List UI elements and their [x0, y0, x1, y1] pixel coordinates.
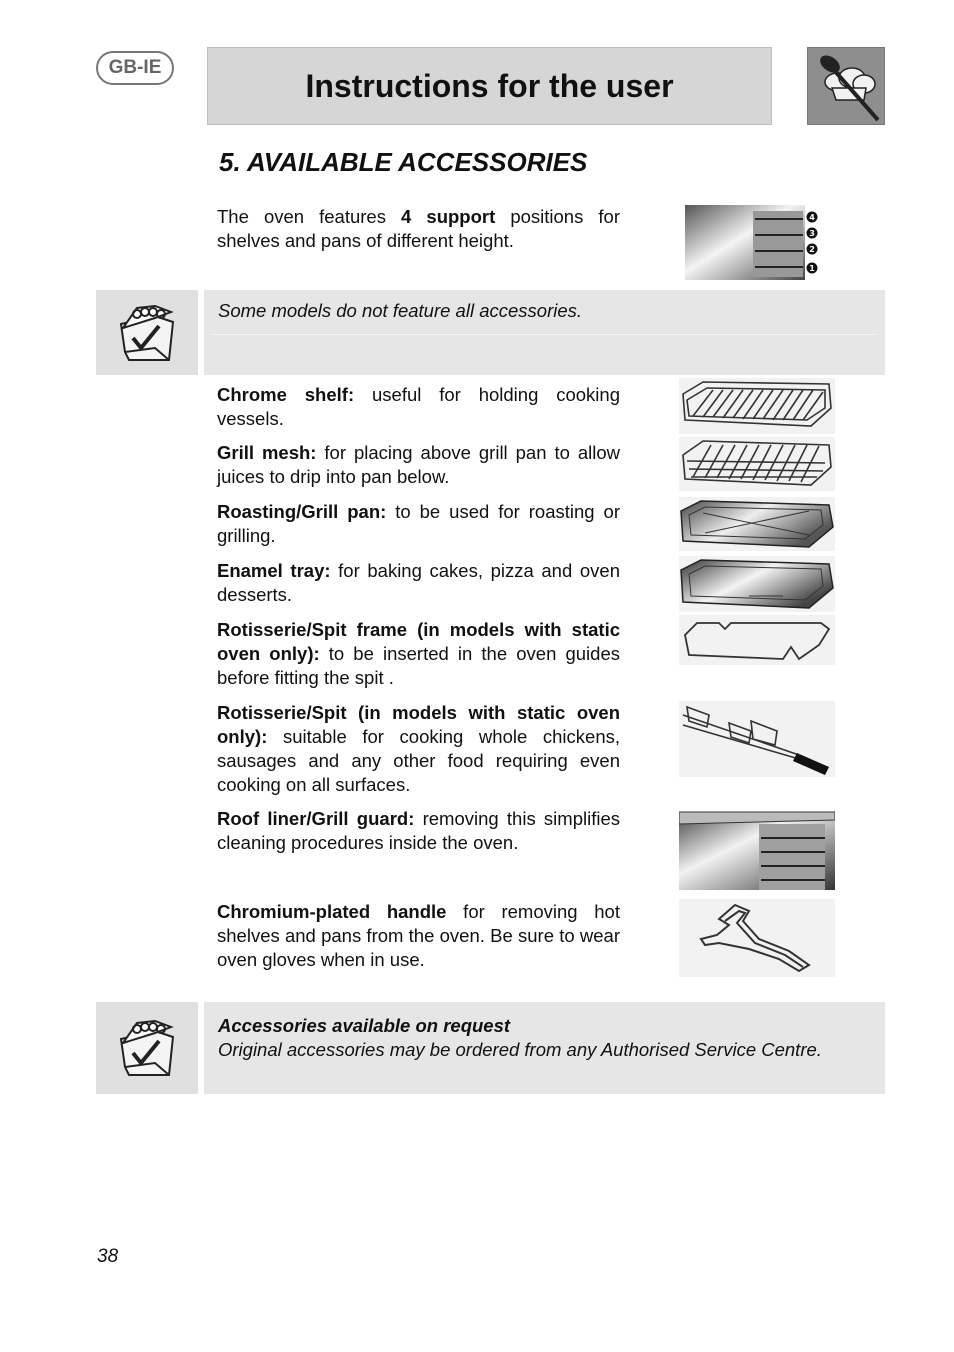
- accessory-desc: for baking cakes, pizza and oven desserts.: [217, 560, 620, 605]
- accessory-chrome-shelf: [217, 383, 620, 431]
- accessory-desc: for removing hot shelves and pans from the oven. Be sure to wear oven gloves when in use.: [217, 901, 620, 970]
- roof-liner-icon: [679, 806, 835, 890]
- level-1-label: 1: [809, 264, 815, 273]
- accessory-grill-mesh: [217, 441, 620, 489]
- spit-frame-icon: [679, 615, 835, 665]
- grill-mesh-icon: [679, 437, 835, 491]
- accessory-desc: to be used for roasting or grilling.: [217, 501, 620, 546]
- accessory-desc: to be inserted in the oven guides before fitting the spit .: [217, 643, 620, 688]
- level-3-label: 3: [809, 229, 815, 238]
- intro-bold: 4 support: [401, 206, 496, 227]
- accessory-name: Enamel tray:: [217, 560, 331, 581]
- accessory-name: Rotisserie/Spit (in models with static oven only):: [217, 702, 620, 747]
- level-2-label: 2: [809, 245, 815, 254]
- page-number: 38: [97, 1246, 119, 1267]
- language-badge: GB-IE: [96, 51, 174, 85]
- page-title: Instructions for the user: [305, 67, 674, 104]
- notepad-check-icon: [96, 290, 204, 375]
- accessory-name: Chrome shelf:: [217, 384, 355, 405]
- accessory-desc: suitable for cooking whole chickens, sausages and any other food requiring even cooking on all surfaces.: [217, 726, 620, 795]
- intro-text-end: positions for shelves and pans of different height.: [217, 206, 621, 251]
- note-models-text: Some models do not feature all accessories.: [218, 300, 583, 321]
- level-4-label: 4: [809, 213, 815, 222]
- accessory-roasting-pan: [217, 500, 620, 548]
- accessory-spit-frame: [217, 618, 620, 690]
- accessory-desc: useful for holding cooking vessels.: [217, 384, 620, 429]
- chrome-shelf-icon: [679, 378, 835, 434]
- header-bar: [207, 47, 772, 125]
- accessory-name: Rotisserie/Spit frame (in models with static oven only):: [217, 619, 620, 664]
- chef-logo-icon: [807, 47, 885, 125]
- note-request-text: [218, 1014, 878, 1062]
- enamel-tray-icon: [679, 556, 835, 612]
- roasting-pan-icon: [679, 497, 835, 551]
- accessory-name: Chromium-plated handle: [217, 901, 447, 922]
- accessory-enamel-tray: [217, 559, 620, 607]
- note-divider: [212, 334, 877, 335]
- rotisserie-spit-icon: [679, 701, 835, 777]
- notepad-check-icon: [96, 1002, 204, 1094]
- note-request-title: Accessories available on request: [218, 1015, 511, 1036]
- accessory-rotisserie-spit: [217, 701, 620, 797]
- accessory-desc: for placing above grill pan to allow juices to drip into pan below.: [217, 442, 620, 487]
- accessory-roof-liner: [217, 807, 620, 855]
- accessory-shelf-handle: [217, 900, 620, 972]
- intro-paragraph: [217, 205, 620, 253]
- note-request-body: Original accessories may be ordered from any Authorised Service Centre.: [218, 1039, 822, 1060]
- note-box-accessories-on-request: [96, 1002, 885, 1094]
- note-box-models: [96, 290, 885, 375]
- accessory-name: Roof liner/Grill guard:: [217, 808, 415, 829]
- intro-text: The oven features: [217, 206, 402, 227]
- accessory-name: Grill mesh:: [217, 442, 317, 463]
- accessory-name: Roasting/Grill pan:: [217, 501, 387, 522]
- oven-support-positions-image: [685, 205, 821, 280]
- accessory-desc: removing this simplifies cleaning procedures inside the oven.: [217, 808, 620, 853]
- section-title: 5. AVAILABLE ACCESSORIES: [219, 147, 588, 177]
- shelf-handle-icon: [679, 899, 835, 977]
